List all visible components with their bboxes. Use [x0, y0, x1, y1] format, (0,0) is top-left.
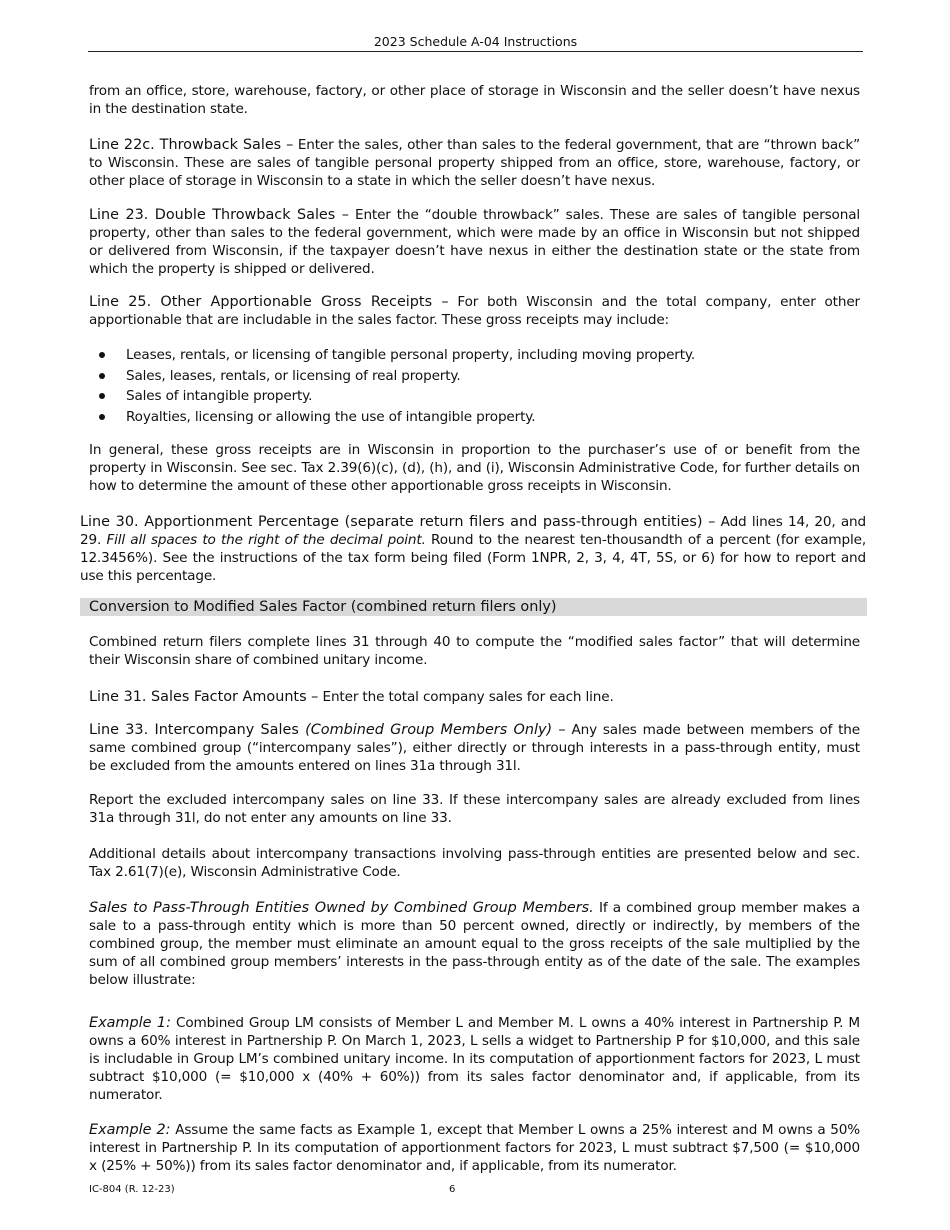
paragraph-example-1	[89, 1014, 860, 1104]
line-25-text: For both Wisconsin and the total company, enter other apportionable that are includable in the sales factor. These gross receipts may include:	[89, 294, 860, 328]
line-22c-heading: Line 22c. Throwback Sales –	[89, 137, 294, 153]
pass-through-heading: Sales to Pass-Through Entities Owned by Combined Group Members.	[89, 900, 594, 916]
paragraph-general	[89, 441, 860, 495]
paragraph-line-33	[89, 721, 860, 775]
paragraph-pass-through	[89, 899, 860, 989]
line-31-text: Enter the total company sales for each line.	[318, 689, 614, 705]
paragraph-line-22c	[89, 136, 860, 190]
line-33-heading: Line 33. Intercompany Sales	[89, 722, 306, 738]
line-33-text: Any sales made between members of the same combined group (“intercompany sales”), either directly or through interests in a pass-through entity, must be excluded from the amounts entered on lines 31a through 31l.	[89, 722, 860, 774]
section-heading-bar	[80, 598, 867, 616]
paragraph-line-30	[80, 513, 866, 585]
paragraph-additional	[89, 845, 860, 881]
example-2-text: Assume the same facts as Example 1, except that Member L owns a 25% interest and M owns a 50% interest in Partnership P. In its computation of apportionment factors for 2023, L must subtract $7,500 (= $10,000 x (25% + 50%)) from its sales factor denominator and, if applicable, from its numerator.	[89, 1122, 861, 1174]
example-2-label: Example 2:	[89, 1122, 171, 1138]
general-text: In general, these gross receipts are in Wisconsin in proportion to the purchaser’s use of or benefit from the property in Wisconsin. See sec. Tax 2.39(6)(c), (d), (h), and (i), Wisconsin Administrative Code, for further details on how to determine the amount of these other apportionable gross receipts in Wisconsin.	[89, 442, 860, 494]
header-title: 2023 Schedule A-04 Instructions	[373, 34, 578, 49]
page-header	[88, 34, 863, 52]
line-31-heading: Line 31. Sales Factor Amounts –	[89, 689, 319, 705]
paragraph-line-23	[89, 206, 860, 278]
example-1-label: Example 1:	[89, 1015, 171, 1031]
line-30-text-2: Round to the nearest ten-thousandth of a percent (for example, 12.3456%). See the instructions of the tax form being filed (Form 1NPR, 2, 3, 4, 4T, 5S, or 6) for how to report and use this percentage.	[80, 532, 866, 584]
footer-page-number: 6	[449, 1184, 456, 1195]
paragraph-line-31	[89, 688, 860, 706]
list-item: Royalties, licensing or allowing the use of intangible property.	[89, 407, 860, 428]
line-23-heading: Line 23. Double Throwback Sales –	[89, 207, 349, 223]
line-33-dash: –	[552, 722, 566, 738]
line-30-heading: Line 30. Apportionment Percentage (separate return filers and pass-through entities) –	[80, 514, 716, 530]
line-30-text-1: Add lines 14, 20, and 29.	[80, 514, 866, 548]
paragraph-example-2	[89, 1121, 860, 1175]
line-25-bullet-list	[89, 345, 860, 427]
line-25-heading: Line 25. Other Apportionable Gross Receipts –	[89, 294, 449, 310]
paragraph-line-25	[89, 293, 860, 329]
list-item: Sales, leases, rentals, or licensing of real property.	[89, 366, 860, 387]
additional-text: Additional details about intercompany transactions involving pass-through entities are presented below and sec. Tax 2.61(7)(e), Wisconsin Administrative Code.	[89, 846, 860, 880]
list-item: Sales of intangible property.	[89, 386, 860, 407]
list-item: Leases, rentals, or licensing of tangible personal property, including moving property.	[89, 345, 860, 366]
paragraph-combined	[89, 633, 860, 669]
line-33-italic: (Combined Group Members Only)	[305, 722, 553, 738]
pass-through-text: If a combined group member makes a sale to a pass-through entity which is more than 50 percent owned, directly or indirectly, by members of the combined group, the member must eliminate an amount equal to the gross receipts of the sale multiplied by the sum of all combined group members’ interests in the pass-through entity as of the date of the sale. The examples below illustrate:	[89, 900, 861, 988]
line-22c-text: Enter the sales, other than sales to the federal government, that are “thrown back” to Wisconsin. These are sales of tangible personal property shipped from an office, store, warehouse, factory, or other place of storage in Wisconsin to a state in which the seller doesn’t have nexus.	[89, 137, 860, 189]
line-30-italic: Fill all spaces to the right of the decimal point.	[106, 532, 426, 548]
combined-text: Combined return filers complete lines 31 through 40 to compute the “modified sales factor” that will determine their Wisconsin share of combined unitary income.	[89, 634, 860, 668]
footer-form-id: IC-804 (R. 12-23)	[89, 1184, 175, 1195]
intro-text: from an office, store, warehouse, factory, or other place of storage in Wisconsin and the seller doesn’t have nexus in the destination state.	[89, 83, 860, 117]
example-1-text: Combined Group LM consists of Member L and Member M. L owns a 40% interest in Partnership P. M owns a 60% interest in Partnership P. On March 1, 2023, L sells a widget to Partnership P for $10,000, and this sale is includable in Group LM’s combined unitary income. In its computation of apportionment factors for 2023, L must subtract $10,000 (= $10,000 x (40% + 60%)) from its sales factor denominator and, if applicable, from its numerator.	[89, 1015, 861, 1103]
section-title: Conversion to Modified Sales Factor (combined return filers only)	[89, 599, 557, 615]
paragraph-report	[89, 791, 860, 827]
paragraph-intro	[89, 82, 860, 118]
report-text: Report the excluded intercompany sales on line 33. If these intercompany sales are already excluded from lines 31a through 31l, do not enter any amounts on line 33.	[89, 792, 860, 826]
line-23-text: Enter the “double throwback” sales. These are sales of tangible personal property, other than sales to the federal government, which were made by an office in Wisconsin but not shipped or delivered from Wisconsin, if the taxpayer doesn’t have nexus in either the destination state or the state from which the property is shipped or delivered.	[89, 207, 861, 277]
